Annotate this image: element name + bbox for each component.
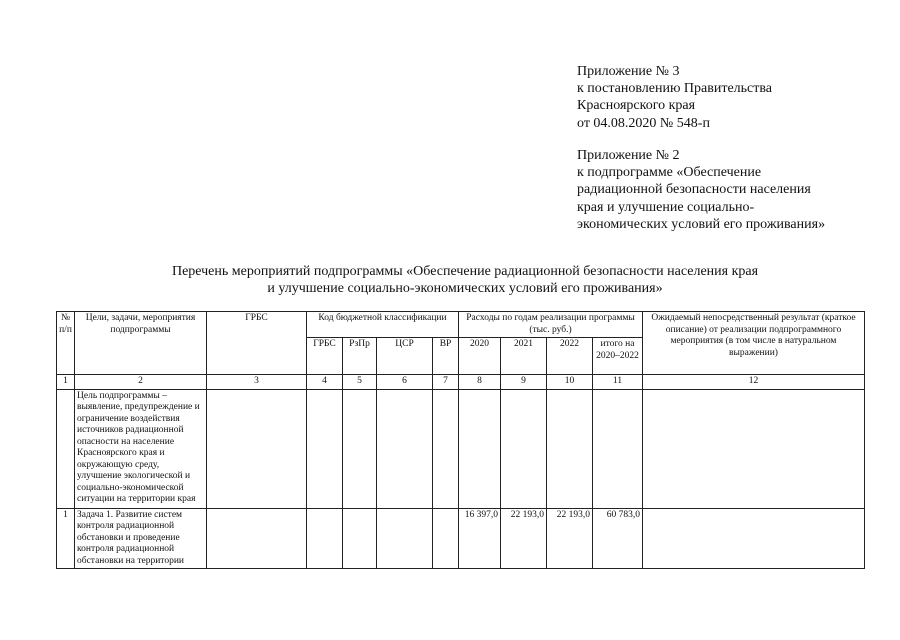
appendix-3-line: к постановлению Правительства — [577, 81, 773, 97]
goal-cell-empty — [459, 389, 501, 508]
goal-cell-empty — [307, 389, 343, 508]
column-number: 3 — [207, 375, 307, 390]
subheader-grbs: ГРБС — [307, 338, 343, 375]
appendix-3-line: Красноярского края — [577, 98, 696, 114]
goal-cell-empty — [547, 389, 593, 508]
document-title-line-2: и улучшение социально-экономических условий его проживания» — [267, 281, 663, 296]
column-number: 8 — [459, 375, 501, 390]
task-expense-total: 60 783,0 — [593, 508, 643, 569]
column-number: 7 — [433, 375, 459, 390]
header-budget-code: Код бюджетной классификации — [307, 312, 459, 338]
column-number: 4 — [307, 375, 343, 390]
appendix-3-block — [577, 63, 772, 132]
goal-cell-empty — [433, 389, 459, 508]
subheader-rzpr: РзПр — [343, 338, 377, 375]
column-number: 2 — [75, 375, 207, 390]
goal-cell-empty — [207, 389, 307, 508]
subheader-2021: 2021 — [501, 338, 547, 375]
goal-cell-empty — [501, 389, 547, 508]
task-result — [643, 508, 865, 569]
subheader-2020: 2020 — [459, 338, 501, 375]
task-row — [57, 508, 865, 569]
appendix-2-block — [577, 147, 825, 233]
task-expense-2022: 22 193,0 — [547, 508, 593, 569]
column-number: 10 — [547, 375, 593, 390]
task-cell-empty — [207, 508, 307, 569]
document-title — [0, 263, 900, 297]
task-cell-empty — [433, 508, 459, 569]
measures-table — [56, 311, 865, 569]
appendix-2-line: края и улучшение социально- — [577, 199, 755, 215]
appendix-2-line: радиационной безопасности населения — [577, 182, 811, 198]
goal-row — [57, 389, 865, 508]
task-expense-2020: 16 397,0 — [459, 508, 501, 569]
task-num: 1 — [57, 508, 75, 569]
goal-cell-empty — [377, 389, 433, 508]
appendix-2-line: к подпрограмме «Обеспечение — [577, 165, 762, 181]
column-number: 6 — [377, 375, 433, 390]
task-cell-empty — [307, 508, 343, 569]
goal-cell-empty — [643, 389, 865, 508]
header-grbs: ГРБС — [207, 312, 307, 375]
subheader-total: итого на 2020–2022 — [593, 338, 643, 375]
column-number-row — [57, 375, 865, 390]
task-cell-empty — [377, 508, 433, 569]
subheader-vr: ВР — [433, 338, 459, 375]
goal-cell-empty — [343, 389, 377, 508]
column-number: 1 — [57, 375, 75, 390]
appendix-3-line: от 04.08.2020 № 548-п — [577, 115, 710, 131]
appendix-2-line: экономических условий его проживания» — [577, 216, 826, 232]
column-number: 9 — [501, 375, 547, 390]
goal-cell-num — [57, 389, 75, 508]
document-title-line-1: Перечень мероприятий подпрограммы «Обеспечение радиационной безопасности населения края — [171, 264, 759, 279]
header-expenses: Расходы по годам реализации программы (тыс. руб.) — [459, 312, 643, 338]
header-num: № п/п — [57, 312, 75, 375]
column-number: 12 — [643, 375, 865, 390]
task-expense-2021: 22 193,0 — [501, 508, 547, 569]
column-number: 5 — [343, 375, 377, 390]
appendix-2-line: Приложение № 2 — [577, 148, 680, 163]
column-number: 11 — [593, 375, 643, 390]
header-result: Ожидаемый непосредственный результат (краткое описание) от реализации подпрограммного мероприятия (в том числе в натуральном выражении) — [643, 312, 865, 375]
task-cell-empty — [343, 508, 377, 569]
task-text: Задача 1. Развитие систем контроля радиационной обстановки и проведение контроля радиационной обстановки на территории — [75, 508, 207, 569]
goal-text: Цель подпрограммы – выявление, предупреждение и ограничение воздействия источников радиационной опасности на население Красноярского края и окружающую среду, улучшение экологической и социально-экономической ситуации на территории края — [75, 389, 207, 508]
appendix-3-line: Приложение № 3 — [577, 64, 680, 79]
header-row-1 — [57, 312, 865, 338]
subheader-2022: 2022 — [547, 338, 593, 375]
header-goals: Цели, задачи, мероприятия подпрограммы — [75, 312, 207, 375]
goal-cell-empty — [593, 389, 643, 508]
subheader-csr: ЦСР — [377, 338, 433, 375]
